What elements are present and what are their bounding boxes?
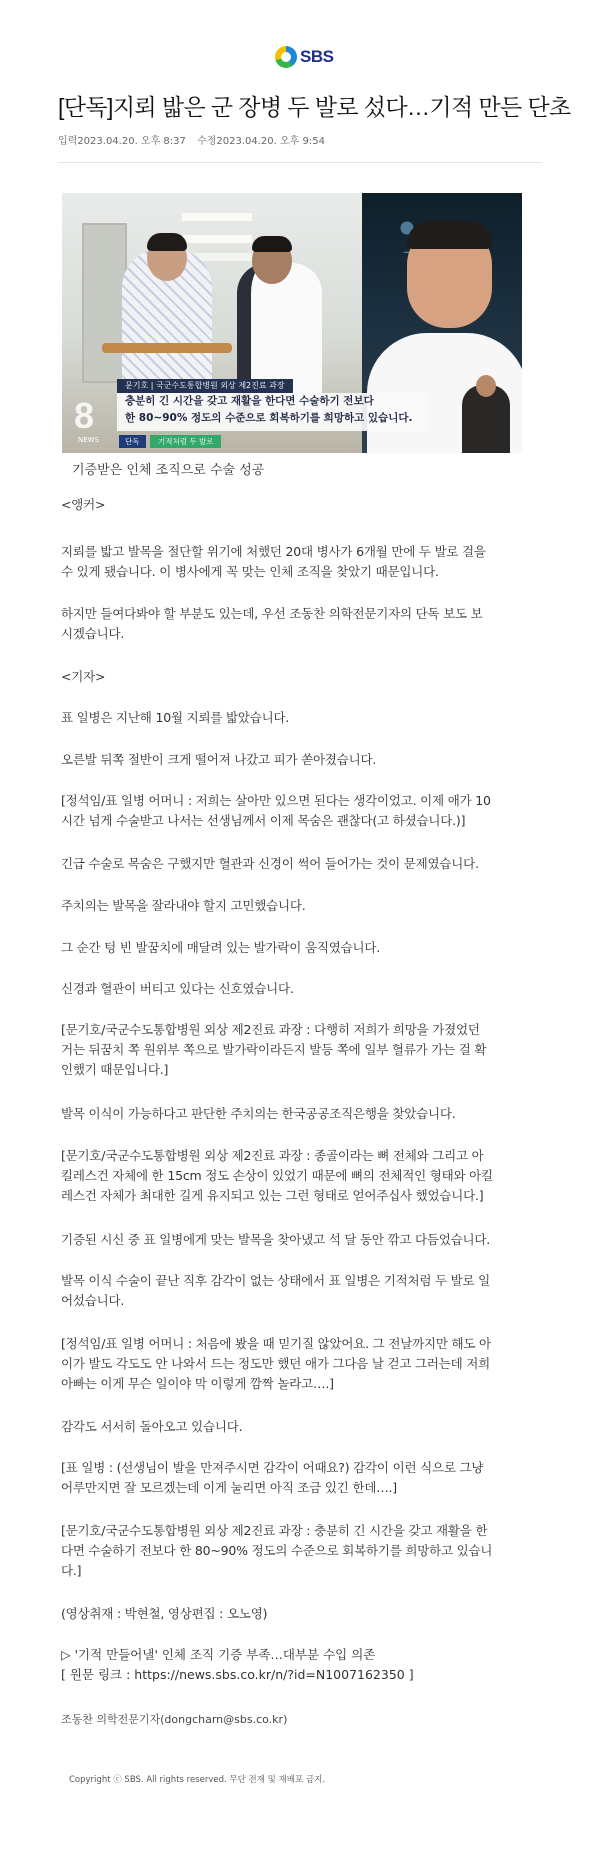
paragraph: 기증된 시신 중 표 일병에게 맞는 발목을 찾아냈고 석 달 동안 깎고 다듬었습니다. <box>61 1232 491 1247</box>
sbs-logo-text: SBS <box>300 47 334 66</box>
article-title: [단독]지뢰 밟은 군 장병 두 발로 섰다…기적 만든 단초 <box>58 94 571 120</box>
interpreter-head <box>476 375 496 397</box>
subtitle-box <box>117 393 427 431</box>
paragraph: 발목 이식이 가능하다고 판단한 주치의는 한국공공조직은행을 찾았습니다. <box>61 1106 456 1121</box>
paragraph: [표 일병 : (선생님이 발을 만져주시면 감각이 어때요?) 감각이 이런 식으로 그냥 어루만지면 잘 모르겠는데 이게 눌리면 아직 조금 있긴 한데….] <box>61 1460 484 1495</box>
site-header <box>0 0 600 92</box>
paragraph: 발목 이식 수술이 끝난 직후 감각이 없는 상태에서 표 일병은 기적처럼 두 발로 일 어섰습니다. <box>61 1273 491 1308</box>
subtitle-line-1: 충분히 긴 시간을 갖고 재활을 한다면 수술하기 전보다 <box>125 395 374 407</box>
copyright-notice: Copyright ⓒ SBS. All rights reserved. 무단 전재 및 재배포 금지. <box>69 1775 326 1785</box>
paragraph: 오른발 뒤쪽 절반이 크게 떨어져 나갔고 피가 쏟아졌습니다. <box>61 752 377 767</box>
exclusive-tag: 단독 <box>119 435 146 448</box>
related-article-link[interactable]: ▷ '기적 만들어낼' 인체 조직 기증 부족…대부분 수입 의존 <box>61 1647 376 1662</box>
paragraph: [문기호/국군수도통합병원 외상 제2진료 과장 : 충분히 긴 시간을 갖고 재활을 한 다면 수술하기 전보다 한 80~90% 정도의 수준으로 회복하기를 희망하고 있습니 다.] <box>61 1523 493 1578</box>
sbs-logo-icon <box>275 46 297 68</box>
speaker-name-strip: 문기호 | 국군수도통합병원 외상 제2진료 과장 <box>117 379 293 393</box>
walker-frame <box>102 343 232 353</box>
ceiling-lights <box>182 213 252 221</box>
modified-time: 수정2023.04.20. 오후 9:54 <box>197 136 325 147</box>
patient-hair <box>147 233 187 251</box>
paragraph: 신경과 혈관이 버티고 있다는 신호였습니다. <box>61 981 294 996</box>
paragraph: [문기호/국군수도통합병원 외상 제2진료 과장 : 종골이라는 뼈 전체와 그리고 아 킬레스건 자체에 한 15cm 정도 손상이 있었기 때문에 뼈의 전체적인 형태와 아킬 레스건 자체가 최대한 길게 유지되고 있는 그런 형태로 얻어주십사 했었습니다.] <box>61 1148 493 1203</box>
article-links <box>61 1645 414 1685</box>
sbs-logo[interactable] <box>275 46 333 68</box>
title-divider <box>58 162 542 163</box>
paragraph: 하지만 들여다봐야 할 부분도 있는데, 우선 조동찬 의학전문기자의 단독 보도 보 시겠습니다. <box>61 606 483 641</box>
hallway-door <box>82 223 127 383</box>
paragraph: (영상취재 : 박현철, 영상편집 : 오노영) <box>61 1606 268 1621</box>
paragraph: 감각도 서서히 돌아오고 있습니다. <box>61 1419 243 1434</box>
published-time: 입력2023.04.20. 오후 8:37 <box>58 136 186 147</box>
article-meta <box>58 132 333 147</box>
reporter-byline: 조동찬 의학전문기자(dongcharn@sbs.co.kr) <box>61 1713 288 1726</box>
doctor-hair <box>252 236 292 252</box>
paragraph: 지뢰를 밟고 발목을 절단할 위기에 처했던 20대 병사가 6개월 만에 두 발로 걸을 수 있게 됐습니다. 이 병사에게 꼭 맞는 인체 조직을 찾았기 때문입니다. <box>61 544 486 579</box>
interviewee-hair <box>407 221 492 249</box>
paragraph: 표 일병은 지난해 10월 지뢰를 밟았습니다. <box>61 710 290 725</box>
subtitle-line-2: 한 80~90% 정도의 수준으로 회복하기를 희망하고 있습니다. <box>125 412 413 424</box>
paragraph: <기자> <box>61 669 106 684</box>
topic-tag: 기적처럼 두 발로 <box>150 435 221 448</box>
paragraph: [정석임/표 일병 어머니 : 처음에 봤을 때 믿기질 않았어요. 그 전날까지만 해도 아 이가 발도 각도도 안 나와서 드는 정도만 했던 애가 그다음 날 걷고 그러는데 저희 아빠는 이게 무슨 일이야 막 이렇게 깜짝 놀라고….] <box>61 1336 491 1391</box>
paragraph: 그 순간 텅 빈 발꿈치에 매달려 있는 발가락이 움직였습니다. <box>61 940 380 955</box>
photo-caption: 기증받은 인체 조직으로 수술 성공 <box>72 463 265 478</box>
paragraph: 긴급 수술로 목숨은 구했지만 혈관과 신경이 썩어 들어가는 것이 문제였습니다. <box>61 856 479 871</box>
paragraph: [정석임/표 일병 어머니 : 저희는 살아만 있으면 된다는 생각이었고. 이제 애가 10 시간 넘게 수술받고 나서는 선생님께서 이제 목숨은 괜찮다(고 하셨습니다.)] <box>61 793 491 828</box>
news8-label: NEWS <box>78 436 100 444</box>
paragraph: 주치의는 발목을 잘라내야 할지 고민했습니다. <box>61 898 306 913</box>
paragraph: <앵커> <box>61 497 106 512</box>
source-link[interactable]: [ 원문 링크 : https://news.sbs.co.kr/n/?id=N1007162350 ] <box>61 1667 414 1682</box>
paragraph: [문기호/국군수도통합병원 외상 제2진료 과장 : 다행히 저희가 희망을 가졌었던 거는 뒤꿈치 쪽 원위부 쪽으로 발가락이라든지 발등 쪽에 일부 혈류가 가는 걸 확 인했기 때문입니다.] <box>61 1022 487 1077</box>
article-photo <box>62 193 522 453</box>
news8-logo: 8 <box>74 395 95 436</box>
